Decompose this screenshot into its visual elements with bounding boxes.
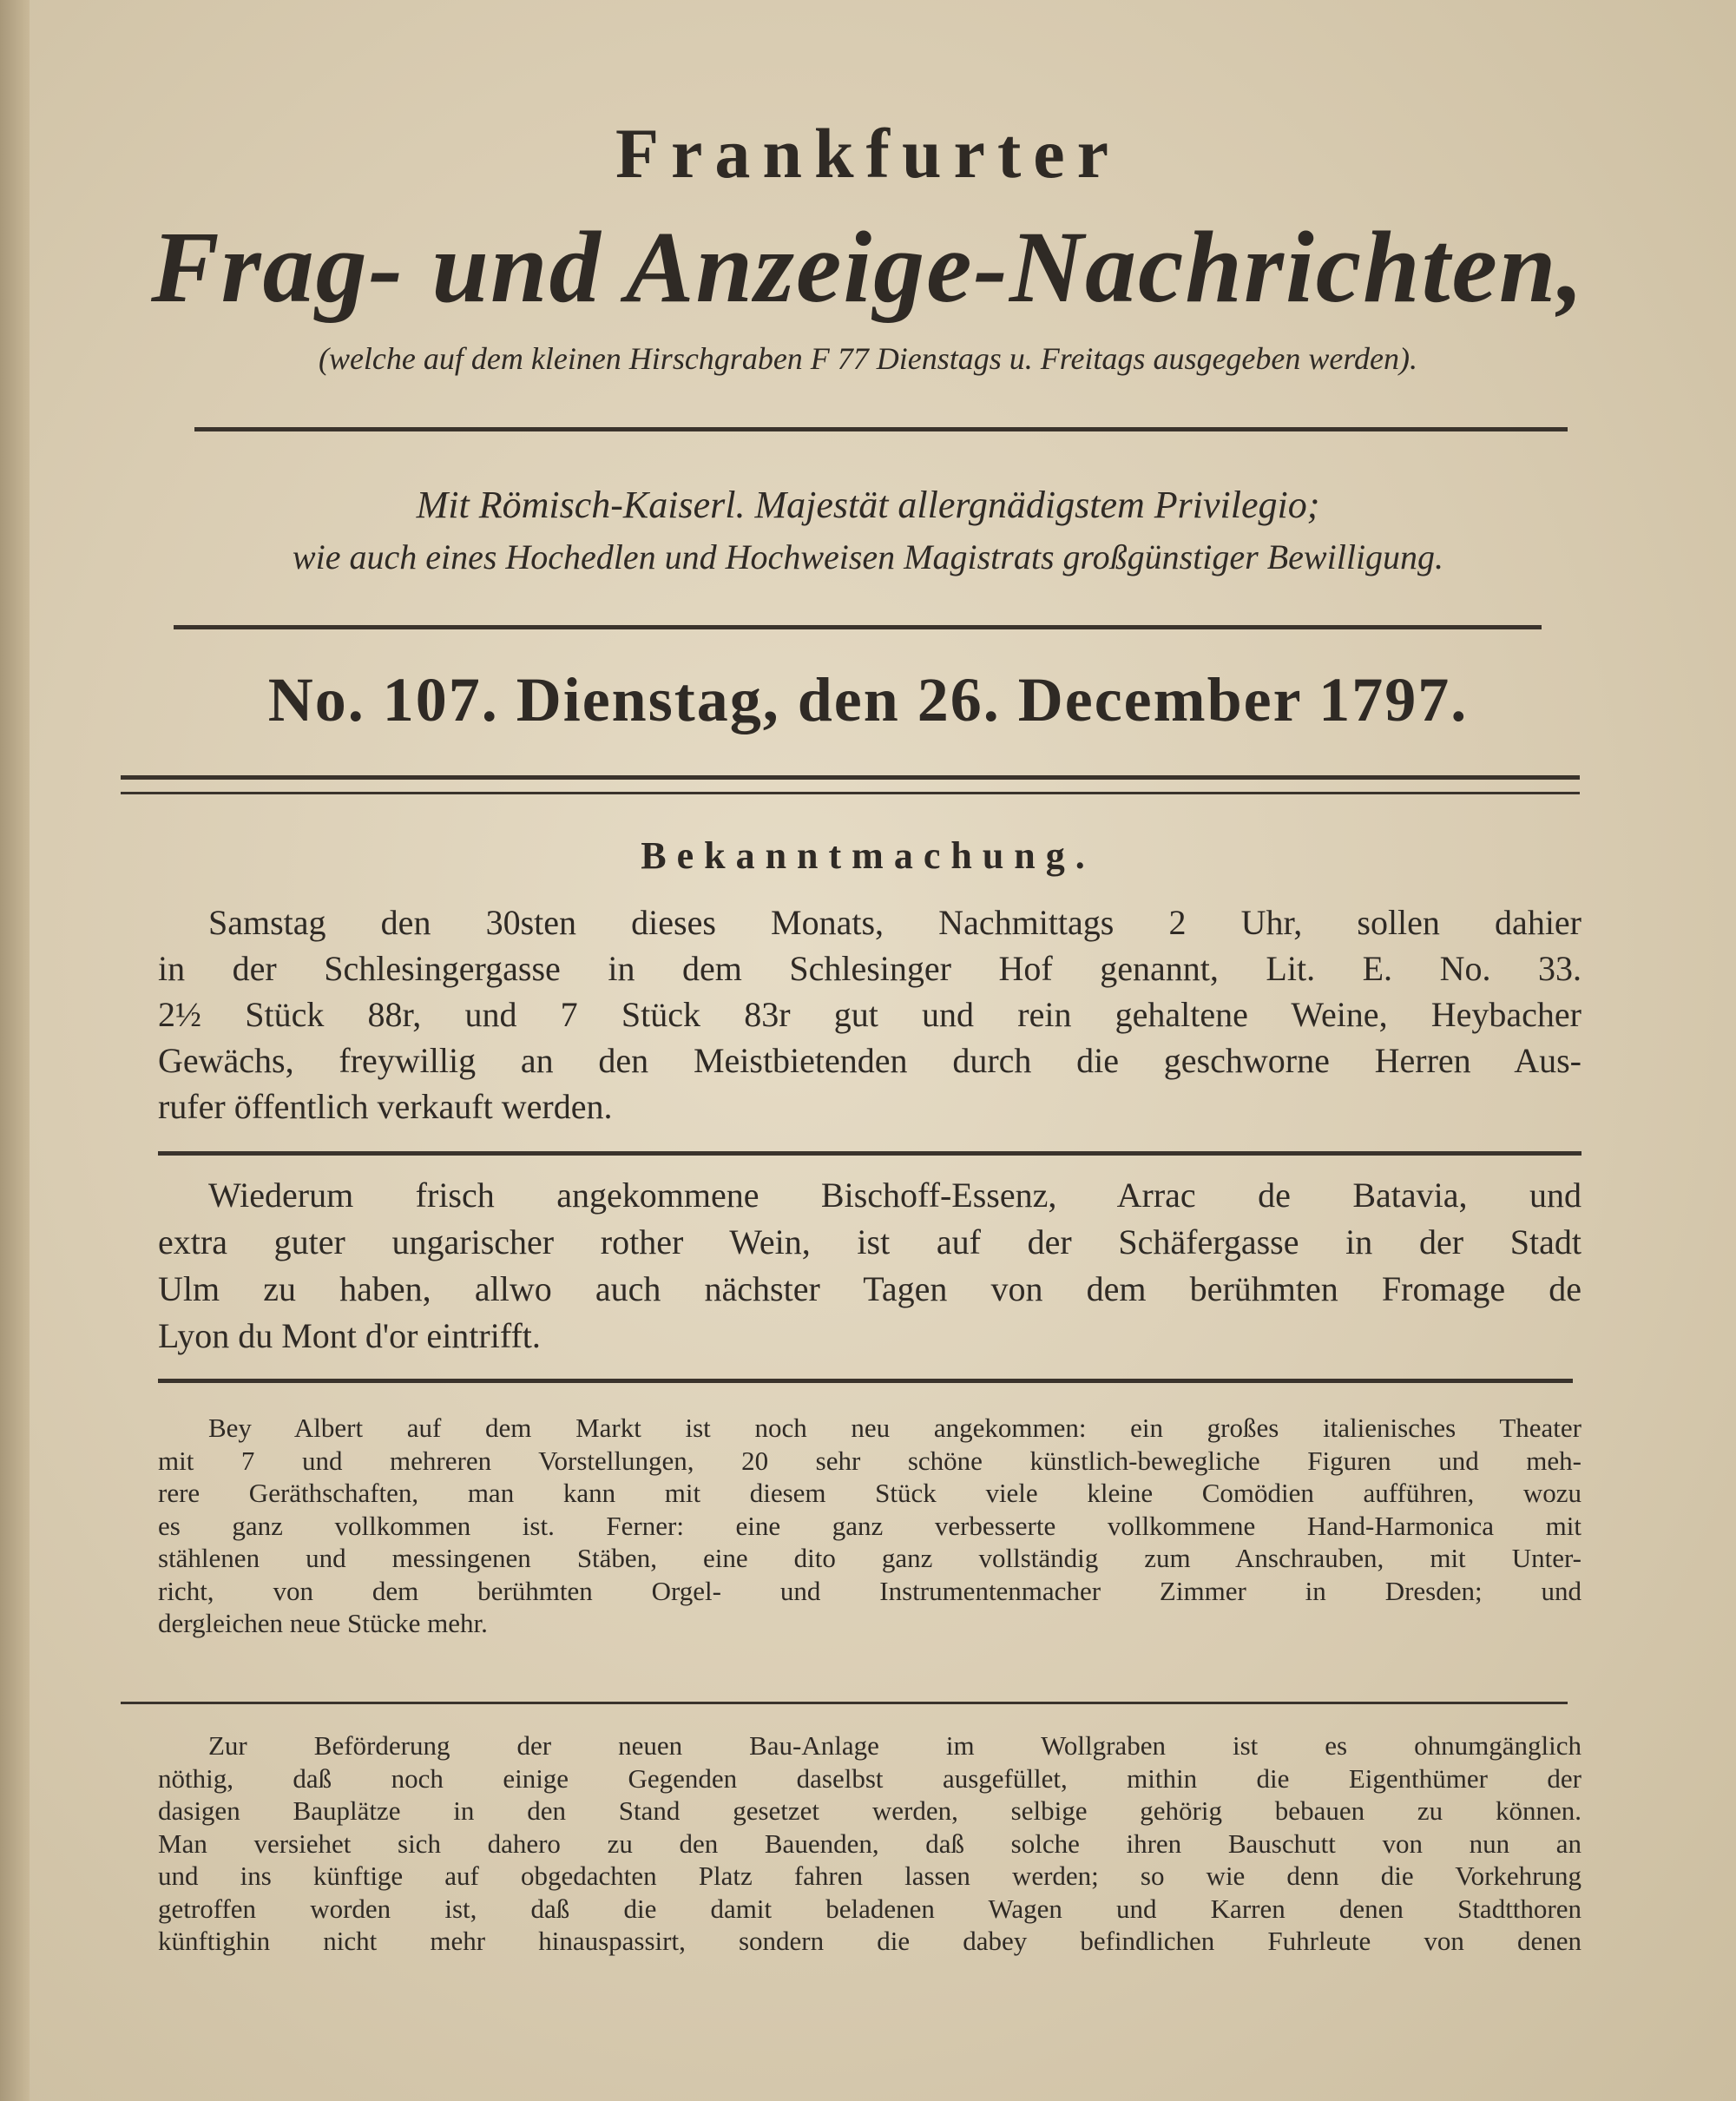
double-divider-top	[121, 775, 1580, 780]
text-line: Bey Albert auf dem Markt ist noch neu angekommen: ein großes italienisches Theater	[208, 1413, 1581, 1443]
text-line: künftighin nicht mehr hinauspassirt, sondern die dabey befindlichen Fuhrleute von denen	[158, 1926, 1581, 1956]
issue-line: No. 107. Dienstag, den 26. December 1797.	[267, 665, 1469, 734]
divider	[158, 1151, 1581, 1156]
text-line: Ulm zu haben, allwo auch nächster Tagen von dem berühmten Fromage de	[158, 1269, 1581, 1308]
privilege-line-2: wie auch eines Hochedlen und Hochweisen Magistrats großgünstiger Bewilligung.	[292, 537, 1444, 576]
text-line: stählenen und messingenen Stäben, eine dito ganz vollständig zum Anschrauben, mit Unter-	[158, 1543, 1581, 1573]
text-line: 2½ Stück 88r, und 7 Stück 83r gut und rein gehaltene Weine, Heybacher	[158, 995, 1581, 1034]
article-4	[158, 1729, 1581, 1958]
text-line: getroffen worden ist, daß die damit beladenen Wagen und Karren denen Stadtthoren	[158, 1893, 1581, 1924]
divider	[174, 625, 1542, 629]
divider	[158, 1379, 1573, 1383]
masthead-subtitle: (welche auf dem kleinen Hirschgraben F 77 Dienstags u. Freitags ausgegeben werden).	[318, 341, 1418, 376]
text-line: dergleichen neue Stücke mehr.	[158, 1608, 488, 1638]
privilege-line-1: Mit Römisch-Kaiserl. Majestät allergnädigstem Privilegio;	[416, 484, 1320, 526]
text-line: Man versiehet sich dahero zu den Bauenden, daß solche ihren Bauschutt von nun an	[158, 1828, 1581, 1859]
masthead-title-city: Frankfurter	[615, 114, 1121, 193]
text-line: Wiederum frisch angekommene Bischoff-Essenz, Arrac de Batavia, und	[208, 1176, 1581, 1215]
divider	[194, 427, 1568, 431]
text-line: Lyon du Mont d'or eintrifft.	[158, 1316, 541, 1355]
text-line: mit 7 und mehreren Vorstellungen, 20 sehr schöne künstlich-bewegliche Figuren und meh-	[158, 1445, 1581, 1476]
text-line: Gewächs, freywillig an den Meistbietenden durch die geschworne Herren Aus-	[158, 1041, 1581, 1080]
text-line: in der Schlesingergasse in dem Schlesinger Hof genannt, Lit. E. No. 33.	[158, 949, 1581, 988]
article-1	[158, 899, 1581, 1130]
text-line: richt, von dem berühmten Orgel- und Instrumentenmacher Zimmer in Dresden; und	[158, 1575, 1581, 1606]
text-line: rufer öffentlich verkauft werden.	[158, 1087, 613, 1126]
divider	[121, 1702, 1568, 1704]
text-line: nöthig, daß noch einige Gegenden daselbst ausgefüllet, mithin die Eigenthümer der	[158, 1762, 1581, 1794]
article-3	[158, 1412, 1581, 1640]
text-line: es ganz vollkommen ist. Ferner: eine ganz verbesserte vollkommene Hand-Harmonica mit	[158, 1510, 1581, 1541]
text-line: und ins künftige auf obgedachten Platz fahren lassen werden; so wie denn die Vorkehrung	[158, 1861, 1581, 1891]
text-line: rere Geräthschaften, man kann mit diesem Stück viele kleine Comödien aufführen, wozu	[158, 1478, 1581, 1508]
article-2	[158, 1172, 1581, 1360]
text-line: extra guter ungarischer rother Wein, ist auf der Schäfergasse in der Stadt	[158, 1222, 1581, 1261]
double-divider-bottom	[121, 792, 1580, 794]
text-line: Zur Beförderung der neuen Bau-Anlage im Wollgraben ist es ohnumgänglich	[208, 1730, 1581, 1761]
text-line: Samstag den 30sten dieses Monats, Nachmittags 2 Uhr, sollen dahier	[208, 903, 1581, 942]
article-heading: Bekanntmachung.	[641, 834, 1095, 877]
masthead-title: Frag- und Anzeige-Nachrichten,	[150, 210, 1586, 324]
text-line: dasigen Bauplätze in den Stand gesetzet werden, selbige gehörig bebauen zu können.	[158, 1795, 1581, 1826]
